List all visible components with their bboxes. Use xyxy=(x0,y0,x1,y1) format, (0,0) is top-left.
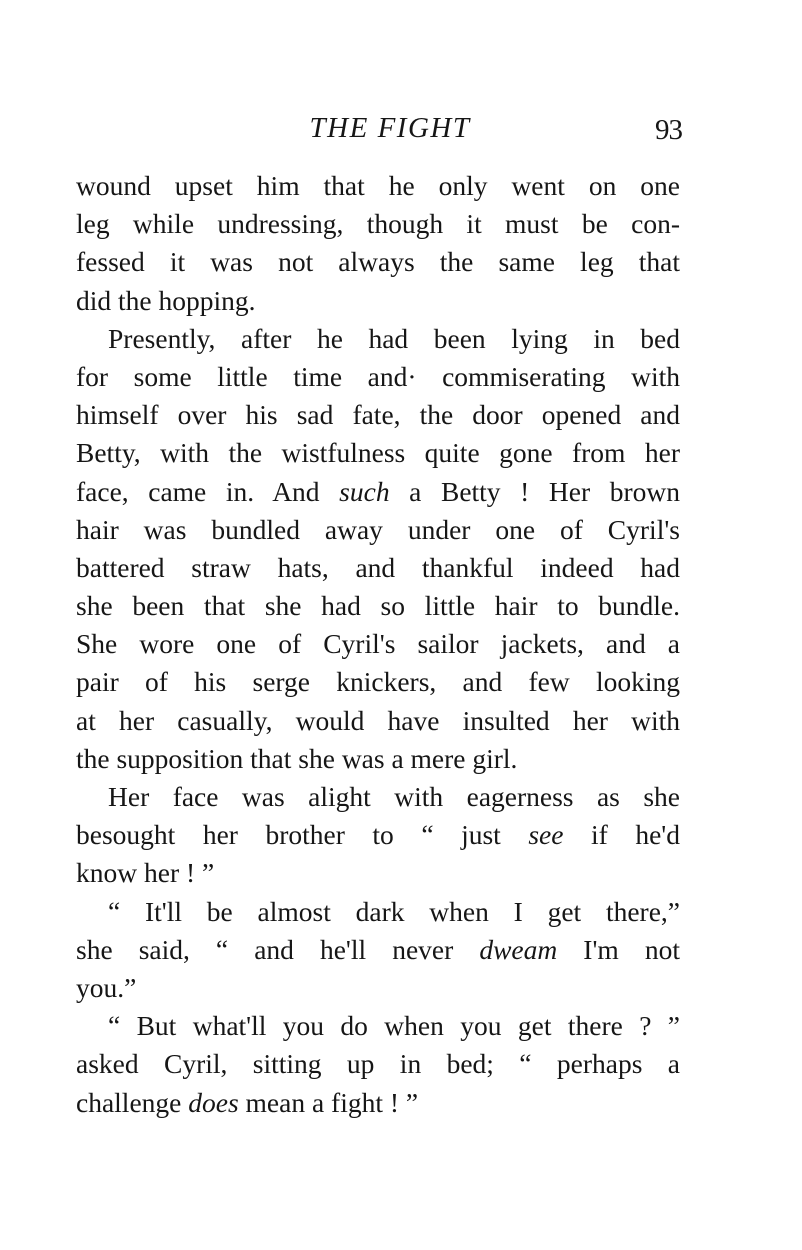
text-line xyxy=(76,1084,680,1122)
text-run: I'm not xyxy=(557,933,680,965)
text-line: “ But what'll you do when you get there ? ” xyxy=(108,1010,680,1042)
text-line xyxy=(76,473,680,511)
text-line: himself over his sad fate, the door opened and xyxy=(76,399,680,431)
italic-emphasis: does xyxy=(188,1086,239,1118)
text-line xyxy=(76,816,680,854)
text-line: pair of his serge knickers, and few looking xyxy=(76,666,680,698)
text-line: at her casually, would have insulted her with xyxy=(76,704,680,736)
text-line: Presently, after he had been lying in bed xyxy=(108,322,680,354)
text-line: hair was bundled away under one of Cyril's xyxy=(76,513,680,545)
running-title: THE FIGHT xyxy=(309,112,471,144)
text-line: know her ! ” xyxy=(76,857,215,889)
text-line: Her face was alight with eagerness as she xyxy=(108,781,680,812)
text-run: if he'd xyxy=(563,819,680,851)
body-text xyxy=(76,167,680,1122)
italic-emphasis: such xyxy=(339,475,390,507)
text-run: besought her brother to “ just xyxy=(76,819,529,851)
text-line: Betty, with the wistfulness quite gone from her xyxy=(76,437,680,469)
text-run: face, came in. And xyxy=(76,475,340,507)
text-line xyxy=(76,931,680,969)
text-line: wound upset him that he only went on one xyxy=(76,170,680,201)
text-run: mean a fight ! ” xyxy=(238,1086,419,1118)
italic-emphasis: see xyxy=(528,819,564,851)
text-line: fessed it was not always the same leg that xyxy=(76,246,680,278)
text-run: challenge xyxy=(76,1086,189,1118)
text-run: she said, “ and he'll never xyxy=(76,933,480,965)
text-line: the supposition that she was a mere girl. xyxy=(76,742,518,774)
text-line: “ It'll be almost dark when I get there,” xyxy=(108,895,680,927)
italic-emphasis: dweam xyxy=(479,933,558,965)
text-line: She wore one of Cyril's sailor jackets, and a xyxy=(76,628,680,660)
running-head xyxy=(0,108,802,148)
text-run: a Betty ! Her brown xyxy=(389,475,680,507)
text-line: she been that she had so little hair to bundle. xyxy=(76,590,680,622)
text-line: battered straw hats, and thankful indeed had xyxy=(76,551,680,583)
text-line: you.” xyxy=(76,971,137,1003)
text-line: for some little time and· commiserating with xyxy=(76,360,680,392)
text-line: asked Cyril, sitting up in bed; “ perhaps a xyxy=(76,1048,680,1080)
text-line: leg while undressing, though it must be con- xyxy=(76,208,680,240)
page-number: 93 xyxy=(655,114,682,146)
text-line: did the hopping. xyxy=(76,284,256,316)
